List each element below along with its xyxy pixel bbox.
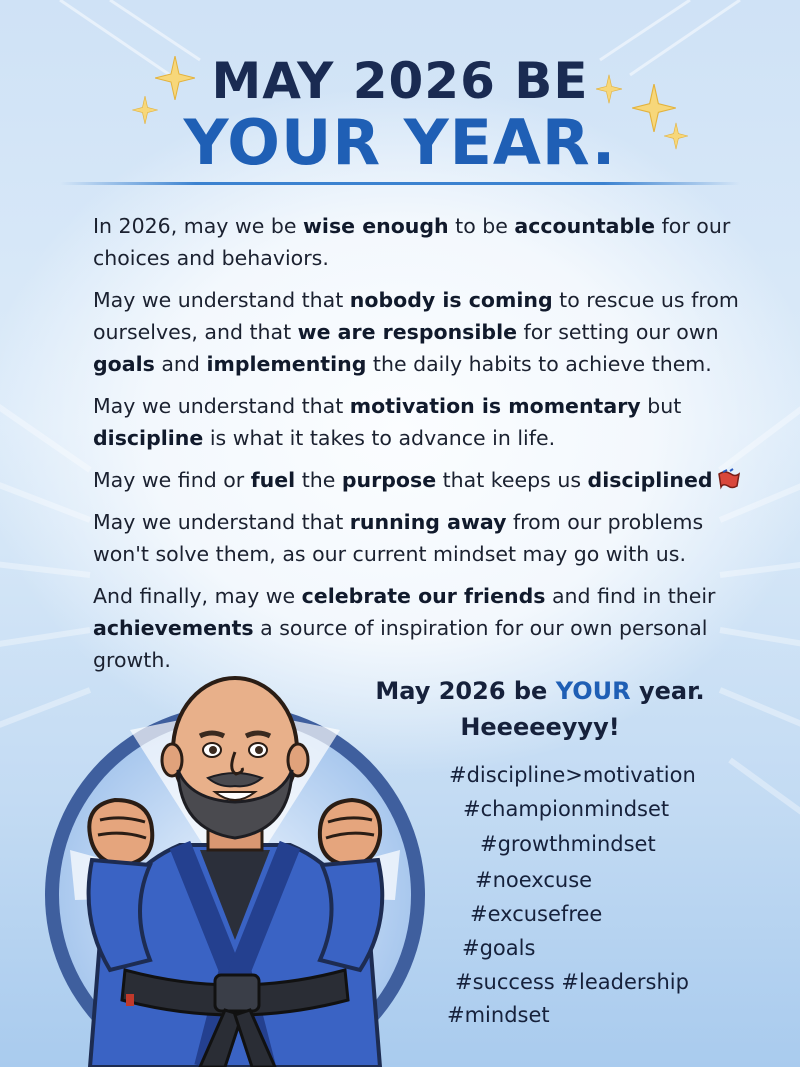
bold-phrase: wise enough — [302, 214, 449, 238]
text-run: the — [295, 468, 342, 492]
bold-phrase: fuel — [250, 468, 296, 492]
body-paragraph — [93, 390, 753, 454]
bold-phrase: achievements — [93, 616, 254, 640]
text-run: In 2026, may we be — [93, 214, 303, 238]
bold-phrase: running away — [349, 510, 507, 534]
closing-line-2: Heeeeeyyy! — [460, 713, 620, 741]
karate-man-illustration — [30, 670, 450, 1067]
text-run: to rescue us from ourselves, and that — [93, 288, 739, 344]
bold-phrase: we are responsible — [297, 320, 518, 344]
body-paragraph — [93, 464, 753, 496]
text-run: that keeps us — [436, 468, 588, 492]
body-paragraph — [93, 580, 753, 676]
text-run: a source of inspiration for our own personal growth. — [93, 616, 708, 672]
body-paragraph — [93, 210, 753, 274]
body-paragraph — [93, 506, 753, 570]
closing-accent: YOUR — [555, 677, 631, 705]
hashtag[interactable]: #excusefree — [470, 902, 603, 926]
body-paragraph — [93, 284, 753, 380]
text-run: May we understand that — [93, 288, 350, 312]
text-run: and find in their — [545, 584, 716, 608]
text-run: May we find or — [93, 468, 251, 492]
text-run: for our choices and behaviors. — [93, 214, 731, 270]
hashtag[interactable]: #discipline>motivation — [449, 763, 696, 787]
bold-phrase: accountable — [514, 214, 656, 238]
hashtag[interactable]: #mindset — [447, 1003, 550, 1027]
bold-phrase: disciplined — [587, 468, 713, 492]
title-line-1: MAY 2026 BE — [211, 52, 589, 110]
hashtag[interactable]: #goals — [462, 936, 536, 960]
hashtag[interactable]: #noexcuse — [475, 868, 593, 892]
bold-phrase: implementing — [206, 352, 367, 376]
bold-phrase: celebrate our friends — [301, 584, 546, 608]
title-divider — [60, 182, 740, 185]
text-run: for setting our own — [517, 320, 719, 344]
text-run: is what it takes to advance in life. — [203, 426, 556, 450]
text-run: but — [640, 394, 682, 418]
closing-line-1: May 2026 be YOUR year. — [375, 677, 705, 705]
hashtag[interactable]: #championmindset — [463, 797, 670, 821]
bold-phrase: discipline — [93, 426, 204, 450]
body-text — [93, 210, 753, 686]
text-run: and — [154, 352, 207, 376]
bold-phrase: nobody is coming — [349, 288, 553, 312]
text-run: the daily habits to achieve them. — [366, 352, 712, 376]
title-line-2: YOUR YEAR. — [183, 106, 617, 179]
bold-phrase: motivation is momentary — [349, 394, 641, 418]
text-run: from our problems won't solve them, as our current mindset may go with us. — [93, 510, 704, 566]
hashtag[interactable]: #success #leadership — [455, 970, 689, 994]
hashtag[interactable]: #growthmindset — [480, 832, 656, 856]
text-run: May we understand that — [93, 394, 350, 418]
text-run: And finally, may we — [93, 584, 302, 608]
flag-icon — [715, 468, 741, 494]
bold-phrase: purpose — [341, 468, 437, 492]
bold-phrase: goals — [93, 352, 155, 376]
text-run: May we understand that — [93, 510, 350, 534]
text-run: to be — [448, 214, 515, 238]
